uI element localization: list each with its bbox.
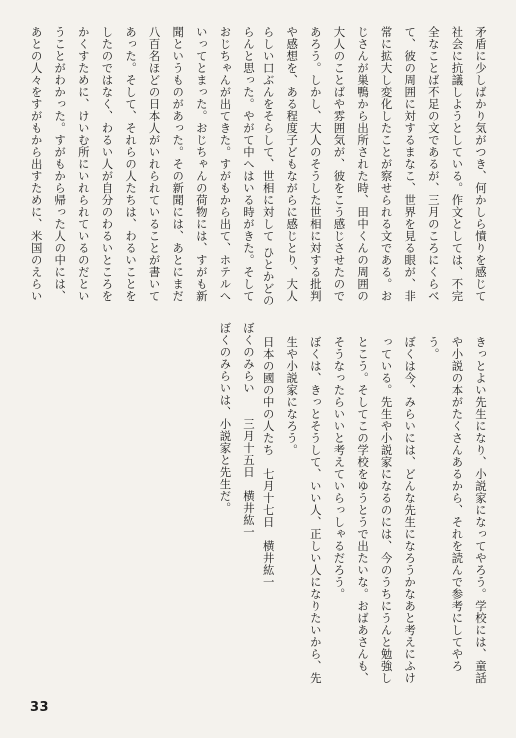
bottom-left-text-block: ぼくのみらい 三月十五日 横井紘一 ぼくのみらいは、小説家と先生だ。 bbox=[218, 322, 256, 538]
page-number: 33 bbox=[30, 700, 50, 715]
bottom-right-text-block: きっとよい先生になり、小説家になってやろう。学校には、童話や小説の本がたくさんあるから、それを読んで参考にしてやろう。 ぼくは今、みらいには、どんな先生になろうかなあと考えにふけっている。先生や小説家になるのには、今のうちにうんと勉強しとこう。そしてこの学校をゆうとうで出たいな。おばあさんも、そうなったらいいと考えていらっしゃるだろう。 ぼくは、きっとそうして、いい人、正しい人になりたいから、先生や小説家になろう。 日本の國の中の人たち 七月十七日 横井紘一 bbox=[262, 336, 488, 684]
top-right-text-block: 矛盾に少しばかり気がつき、何かしら憤りを感じて社会に抗議しようとしている。作文としては、不完全なことば不足の文であるが、三月のころにくらべて、彼の周囲に対するまなこ、世界を見る眼が、非常に拡大し変化したことが察せられる文である。おじさんが巣鴨から出所された時、田中くんの周囲の大人のことばや雰囲気が、彼をこう感じさせたのであろう。しかし、大人のそうした世相に対する批判や感想を、ある程度子どもながらに感じとり、大人らしい口ぶんをそらして、世相に対して ひとかどの bbox=[262, 26, 488, 307]
top-left-text-block: らんと思った。やがて中へはいる時がきた。そしておじちゃんが出てきた。すがもから出て、ホテルへいってとまった。おじちゃんの荷物には、すがも新聞というものがあった。その新聞には、あとにまだ八百名ほどの日本人がいれられていることが書いてあった。そして、それらの人たちは、わるいことをしたのではなく、わるい人が自分のわるいところをかくすために、けいむ所にいれられているのだということがわかった。すがもから帰った人の中には、あとの人々をすがもから出すために、米国のえらい bbox=[29, 26, 256, 302]
